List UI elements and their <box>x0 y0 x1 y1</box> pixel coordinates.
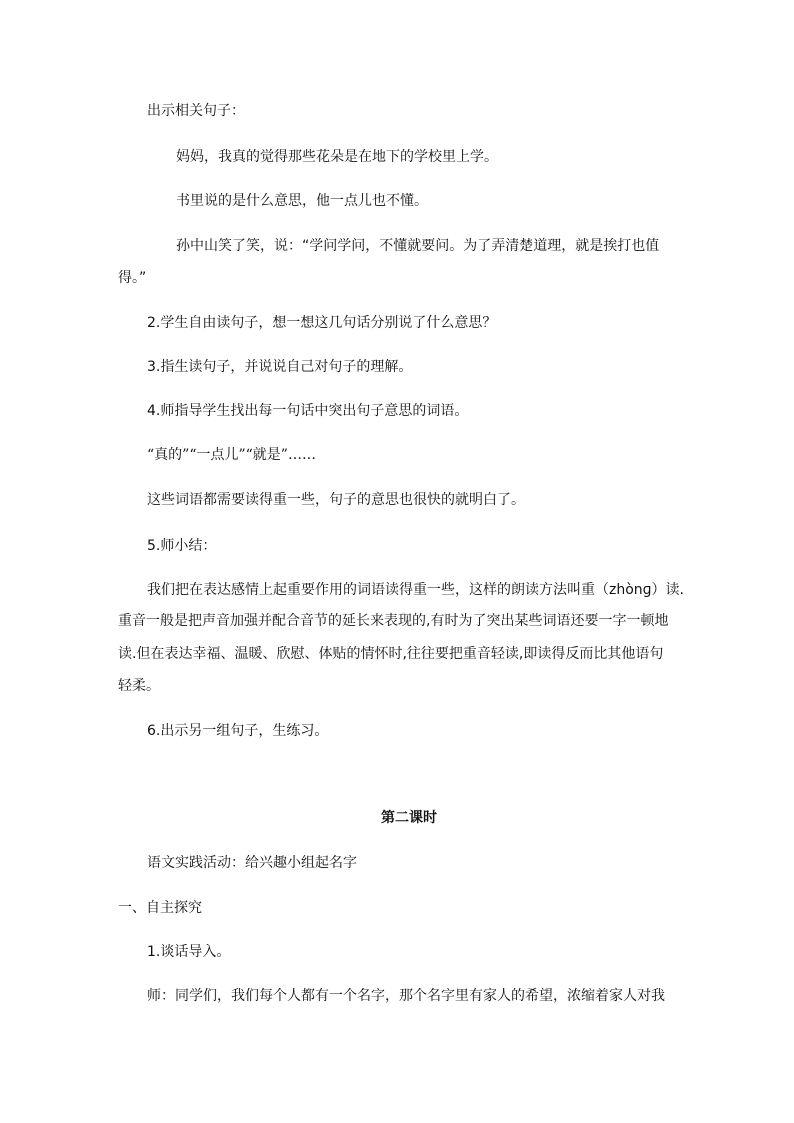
text-line: 6.出示另一组句子，生练习。 <box>147 723 329 739</box>
text-line: 重音一般是把声音加强并配合音节的延长来表现的,有时为了突出某些词语还要一字一顿地 <box>118 613 669 629</box>
text-line: 2.学生自由读句子，想一想这几句话分别说了什么意思？ <box>147 315 497 331</box>
text-line: 5.师小结： <box>147 538 217 554</box>
text-line: 书里说的是什么意思，他一点儿也不懂。 <box>176 193 428 209</box>
section-title: 第二课时 <box>381 810 437 826</box>
text-line: 孙中山笑了笑，说：“学问学问，不懂就要问。为了弄清楚道理，就是挨打也值 <box>176 238 660 254</box>
section-heading: 一、自主探究 <box>118 900 202 916</box>
text-line: 轻柔。 <box>118 678 160 694</box>
text-line: 3.指生读句子，并说说自己对句子的理解。 <box>147 359 413 375</box>
text-line: 语文实践活动：给兴趣小组起名字 <box>147 855 357 871</box>
text-line: 这些词语都需要读得重一些，句子的意思也很快的就明白了。 <box>147 492 525 508</box>
text-line: 1.谈话导入。 <box>147 944 231 960</box>
text-line: 妈妈，我真的觉得那些花朵是在地下的学校里上学。 <box>176 149 498 165</box>
text-line: 读.但在表达幸福、温暖、欣慰、体贴的情怀时,往往要把重音轻读,即读得反而比其他语句 <box>118 646 664 662</box>
text-line: 出示相关句子： <box>147 103 245 119</box>
text-line: 得。” <box>118 270 147 286</box>
text-line: 师：同学们，我们每个人都有一个名字，那个名字里有家人的希望，浓缩着家人对我 <box>147 988 665 1004</box>
text-line: 4.师指导学生找出每一句话中突出句子意思的词语。 <box>147 403 469 419</box>
text-line: “真的”“一点儿”“就是”…… <box>147 447 316 463</box>
text-line: 我们把在表达感情上起重要作用的词语读得重一些，这样的朗读方法叫重（zhònɡ）读. <box>147 582 684 598</box>
